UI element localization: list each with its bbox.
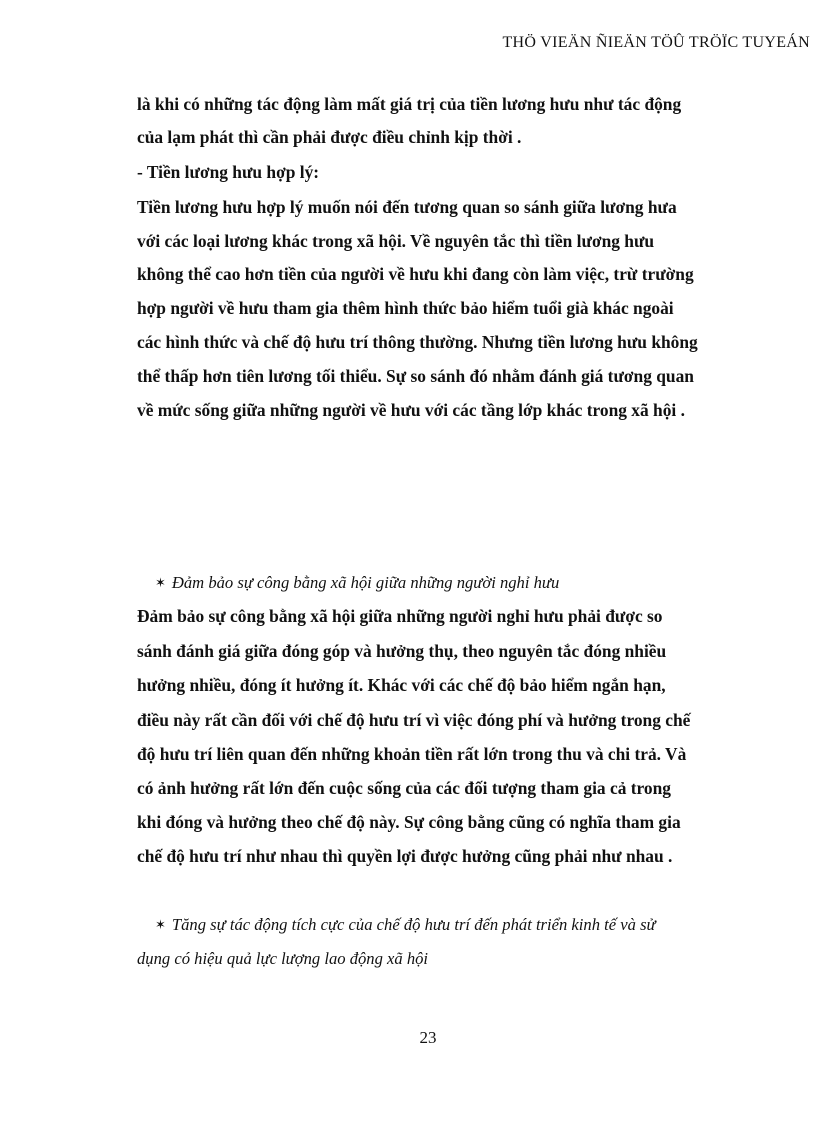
page-number: 23 [419,1028,437,1047]
text-line: chế độ hưu trí như nhau thì quyền lợi được hưởng cũng phải như nhau . [137,846,673,866]
text-line: độ hưu trí liên quan đến những khoản tiền rất lớn trong thu và chi trả. Và [137,744,687,764]
subheading-text: Tăng sự tác động tích cực của chế độ hưu trí đến phát triển kinh tế và sử [171,915,656,934]
star-icon: ✶ [155,918,166,933]
text-line: khi đóng và hưởng theo chế độ này. Sự công bằng cũng có nghĩa tham gia [137,812,681,832]
text-line: với các loại lương khác trong xã hội. Về nguyên tắc thì tiền lương hưu [137,231,655,251]
subheading-line [155,915,656,935]
text-line: Đảm bảo sự công bằng xã hội giữa những người nghỉ hưu phải được so [137,606,663,626]
subheading-line: dụng có hiệu quả lực lượng lao động xã hội [137,949,429,968]
text-line: các hình thức và chế độ hưu trí thông thường. Nhưng tiền lương hưu không [137,332,698,352]
text-line: có ảnh hưởng rất lớn đến cuộc sống của các đối tượng tham gia cả trong [137,778,671,798]
text-line: là khi có những tác động làm mất giá trị của tiền lương hưu như tác động [137,94,682,114]
text-line: của lạm phát thì cần phải được điều chỉnh kịp thời . [137,127,522,147]
text-line: thể thấp hơn tiên lương tối thiểu. Sự so sánh đó nhằm đánh giá tương quan [137,366,694,386]
text-line: điều này rất cần đối với chế độ hưu trí vì việc đóng phí và hưởng trong chế [137,710,691,730]
text-line: hưởng nhiều, đóng ít hưởng ít. Khác với các chế độ bảo hiểm ngắn hạn, [137,675,666,695]
page-header: THÖ VIEÄN ÑIEÄN TÖÛ TRÖÏC TUYEÁN [502,34,810,51]
text-line: sánh đánh giá giữa đóng góp và hưởng thụ, theo nguyên tắc đóng nhiều [137,641,667,661]
subheading-cong-bang [155,573,559,593]
star-icon: ✶ [155,576,166,591]
text-line: về mức sống giữa những người về hưu với các tầng lớp khác trong xã hội . [137,400,685,420]
text-line: - Tiền lương hưu hợp lý: [137,162,320,182]
text-line: không thể cao hơn tiền của người về hưu khi đang còn làm việc, trừ trường [137,264,694,284]
text-line: Tiền lương hưu hợp lý muốn nói đến tương quan so sánh giữa lương hưa [137,197,677,217]
subheading-text: Đảm bảo sự công bằng xã hội giữa những người nghỉ hưu [171,573,560,592]
text-line: hợp người về hưu tham gia thêm hình thức bảo hiểm tuổi già khác ngoài [137,298,674,318]
